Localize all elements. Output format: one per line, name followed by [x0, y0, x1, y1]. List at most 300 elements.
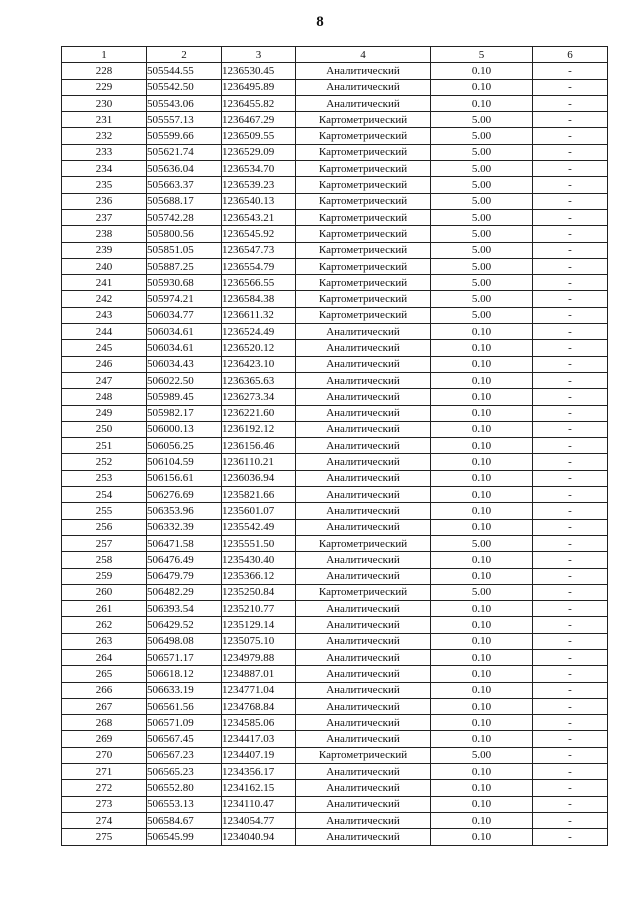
accuracy-cell: 0.10	[431, 829, 533, 845]
x-coordinate-cell: 505742.28	[147, 209, 222, 225]
point-number-cell: 258	[62, 552, 147, 568]
y-coordinate-cell: 1236467.29	[222, 112, 296, 128]
note-cell: -	[533, 519, 608, 535]
accuracy-cell: 5.00	[431, 128, 533, 144]
accuracy-cell: 0.10	[431, 438, 533, 454]
y-coordinate-cell: 1236529.09	[222, 144, 296, 160]
note-cell: -	[533, 177, 608, 193]
method-cell: Аналитический	[296, 372, 431, 388]
y-coordinate-cell: 1236530.45	[222, 63, 296, 79]
point-number-cell: 244	[62, 324, 147, 340]
y-coordinate-cell: 1236495.89	[222, 79, 296, 95]
note-cell: -	[533, 715, 608, 731]
table-row	[62, 63, 608, 79]
column-header-6: 6	[533, 47, 608, 63]
note-cell: -	[533, 340, 608, 356]
note-cell: -	[533, 666, 608, 682]
y-coordinate-cell: 1236566.55	[222, 275, 296, 291]
y-coordinate-cell: 1234768.84	[222, 698, 296, 714]
table-row	[62, 698, 608, 714]
accuracy-cell: 5.00	[431, 535, 533, 551]
note-cell: -	[533, 226, 608, 242]
accuracy-cell: 5.00	[431, 226, 533, 242]
x-coordinate-cell: 505887.25	[147, 258, 222, 274]
point-number-cell: 273	[62, 796, 147, 812]
accuracy-cell: 5.00	[431, 177, 533, 193]
accuracy-cell: 5.00	[431, 584, 533, 600]
method-cell: Аналитический	[296, 405, 431, 421]
note-cell: -	[533, 307, 608, 323]
point-number-cell: 251	[62, 438, 147, 454]
y-coordinate-cell: 1235542.49	[222, 519, 296, 535]
accuracy-cell: 0.10	[431, 372, 533, 388]
method-cell: Картометрический	[296, 258, 431, 274]
y-coordinate-cell: 1235601.07	[222, 503, 296, 519]
y-coordinate-cell: 1235129.14	[222, 617, 296, 633]
note-cell: -	[533, 161, 608, 177]
note-cell: -	[533, 829, 608, 845]
y-coordinate-cell: 1234110.47	[222, 796, 296, 812]
note-cell: -	[533, 487, 608, 503]
note-cell: -	[533, 356, 608, 372]
table-row	[62, 812, 608, 828]
y-coordinate-cell: 1236540.13	[222, 193, 296, 209]
method-cell: Аналитический	[296, 519, 431, 535]
table-row	[62, 421, 608, 437]
table-row	[62, 307, 608, 323]
note-cell: -	[533, 568, 608, 584]
accuracy-cell: 0.10	[431, 649, 533, 665]
method-cell: Аналитический	[296, 715, 431, 731]
note-cell: -	[533, 128, 608, 144]
accuracy-cell: 5.00	[431, 144, 533, 160]
point-number-cell: 268	[62, 715, 147, 731]
y-coordinate-cell: 1236423.10	[222, 356, 296, 372]
accuracy-cell: 0.10	[431, 95, 533, 111]
note-cell: -	[533, 63, 608, 79]
accuracy-cell: 5.00	[431, 291, 533, 307]
note-cell: -	[533, 584, 608, 600]
point-number-cell: 254	[62, 487, 147, 503]
table-row	[62, 470, 608, 486]
method-cell: Картометрический	[296, 584, 431, 600]
x-coordinate-cell: 506561.56	[147, 698, 222, 714]
accuracy-cell: 0.10	[431, 633, 533, 649]
accuracy-cell: 5.00	[431, 161, 533, 177]
x-coordinate-cell: 506429.52	[147, 617, 222, 633]
y-coordinate-cell: 1236584.38	[222, 291, 296, 307]
table-body	[62, 63, 608, 845]
accuracy-cell: 5.00	[431, 193, 533, 209]
table-row	[62, 454, 608, 470]
x-coordinate-cell: 506393.54	[147, 601, 222, 617]
x-coordinate-cell: 506034.77	[147, 307, 222, 323]
note-cell: -	[533, 747, 608, 763]
x-coordinate-cell: 506479.79	[147, 568, 222, 584]
table-row	[62, 242, 608, 258]
point-number-cell: 249	[62, 405, 147, 421]
method-cell: Аналитический	[296, 682, 431, 698]
x-coordinate-cell: 506633.19	[147, 682, 222, 698]
method-cell: Аналитический	[296, 568, 431, 584]
x-coordinate-cell: 506471.58	[147, 535, 222, 551]
note-cell: -	[533, 421, 608, 437]
x-coordinate-cell: 506618.12	[147, 666, 222, 682]
x-coordinate-cell: 505636.04	[147, 161, 222, 177]
accuracy-cell: 0.10	[431, 552, 533, 568]
accuracy-cell: 5.00	[431, 275, 533, 291]
point-number-cell: 230	[62, 95, 147, 111]
y-coordinate-cell: 1234040.94	[222, 829, 296, 845]
y-coordinate-cell: 1236520.12	[222, 340, 296, 356]
accuracy-cell: 0.10	[431, 682, 533, 698]
method-cell: Аналитический	[296, 470, 431, 486]
x-coordinate-cell: 505542.50	[147, 79, 222, 95]
table-row	[62, 324, 608, 340]
method-cell: Картометрический	[296, 128, 431, 144]
note-cell: -	[533, 112, 608, 128]
note-cell: -	[533, 405, 608, 421]
y-coordinate-cell: 1236524.49	[222, 324, 296, 340]
point-number-cell: 240	[62, 258, 147, 274]
accuracy-cell: 0.10	[431, 780, 533, 796]
y-coordinate-cell: 1235210.77	[222, 601, 296, 617]
table-row	[62, 829, 608, 845]
note-cell: -	[533, 698, 608, 714]
note-cell: -	[533, 535, 608, 551]
y-coordinate-cell: 1234407.19	[222, 747, 296, 763]
accuracy-cell: 5.00	[431, 307, 533, 323]
note-cell: -	[533, 731, 608, 747]
point-number-cell: 271	[62, 764, 147, 780]
method-cell: Картометрический	[296, 193, 431, 209]
table-row	[62, 372, 608, 388]
note-cell: -	[533, 389, 608, 405]
accuracy-cell: 0.10	[431, 812, 533, 828]
table-row	[62, 617, 608, 633]
note-cell: -	[533, 144, 608, 160]
method-cell: Аналитический	[296, 601, 431, 617]
table-row	[62, 682, 608, 698]
point-number-cell: 255	[62, 503, 147, 519]
x-coordinate-cell: 505557.13	[147, 112, 222, 128]
y-coordinate-cell: 1234585.06	[222, 715, 296, 731]
x-coordinate-cell: 506571.17	[147, 649, 222, 665]
method-cell: Аналитический	[296, 356, 431, 372]
table-row	[62, 568, 608, 584]
method-cell: Аналитический	[296, 780, 431, 796]
accuracy-cell: 0.10	[431, 601, 533, 617]
point-number-cell: 261	[62, 601, 147, 617]
method-cell: Аналитический	[296, 698, 431, 714]
method-cell: Аналитический	[296, 796, 431, 812]
y-coordinate-cell: 1236156.46	[222, 438, 296, 454]
x-coordinate-cell: 506552.80	[147, 780, 222, 796]
table-header-row	[62, 47, 608, 63]
method-cell: Аналитический	[296, 829, 431, 845]
y-coordinate-cell: 1234979.88	[222, 649, 296, 665]
table-row	[62, 291, 608, 307]
table-row	[62, 796, 608, 812]
x-coordinate-cell: 506567.23	[147, 747, 222, 763]
method-cell: Аналитический	[296, 764, 431, 780]
point-number-cell: 264	[62, 649, 147, 665]
note-cell: -	[533, 193, 608, 209]
y-coordinate-cell: 1235366.12	[222, 568, 296, 584]
accuracy-cell: 0.10	[431, 568, 533, 584]
accuracy-cell: 0.10	[431, 470, 533, 486]
method-cell: Аналитический	[296, 812, 431, 828]
point-number-cell: 231	[62, 112, 147, 128]
note-cell: -	[533, 291, 608, 307]
method-cell: Аналитический	[296, 324, 431, 340]
method-cell: Картометрический	[296, 291, 431, 307]
note-cell: -	[533, 242, 608, 258]
point-number-cell: 238	[62, 226, 147, 242]
accuracy-cell: 5.00	[431, 112, 533, 128]
x-coordinate-cell: 506565.23	[147, 764, 222, 780]
point-number-cell: 253	[62, 470, 147, 486]
column-header-5: 5	[431, 47, 533, 63]
point-number-cell: 241	[62, 275, 147, 291]
column-header-3: 3	[222, 47, 296, 63]
x-coordinate-cell: 506332.39	[147, 519, 222, 535]
y-coordinate-cell: 1234162.15	[222, 780, 296, 796]
accuracy-cell: 0.10	[431, 79, 533, 95]
note-cell: -	[533, 780, 608, 796]
x-coordinate-cell: 506571.09	[147, 715, 222, 731]
table-row	[62, 780, 608, 796]
point-number-cell: 259	[62, 568, 147, 584]
point-number-cell: 256	[62, 519, 147, 535]
accuracy-cell: 0.10	[431, 519, 533, 535]
method-cell: Аналитический	[296, 487, 431, 503]
note-cell: -	[533, 209, 608, 225]
table-row	[62, 584, 608, 600]
x-coordinate-cell: 506567.45	[147, 731, 222, 747]
x-coordinate-cell: 506104.59	[147, 454, 222, 470]
coordinates-table	[61, 46, 608, 846]
page-number: 8	[316, 14, 324, 30]
table-row	[62, 487, 608, 503]
note-cell: -	[533, 324, 608, 340]
method-cell: Картометрический	[296, 112, 431, 128]
method-cell: Аналитический	[296, 79, 431, 95]
table-row	[62, 161, 608, 177]
x-coordinate-cell: 506584.67	[147, 812, 222, 828]
table-row	[62, 356, 608, 372]
accuracy-cell: 0.10	[431, 405, 533, 421]
accuracy-cell: 5.00	[431, 242, 533, 258]
x-coordinate-cell: 506353.96	[147, 503, 222, 519]
table-row	[62, 649, 608, 665]
table-row	[62, 144, 608, 160]
point-number-cell: 228	[62, 63, 147, 79]
accuracy-cell: 0.10	[431, 389, 533, 405]
column-header-2: 2	[147, 47, 222, 63]
y-coordinate-cell: 1235075.10	[222, 633, 296, 649]
accuracy-cell: 0.10	[431, 63, 533, 79]
x-coordinate-cell: 505544.55	[147, 63, 222, 79]
column-header-4: 4	[296, 47, 431, 63]
x-coordinate-cell: 505621.74	[147, 144, 222, 160]
x-coordinate-cell: 505982.17	[147, 405, 222, 421]
y-coordinate-cell: 1236534.70	[222, 161, 296, 177]
table-row	[62, 258, 608, 274]
y-coordinate-cell: 1236455.82	[222, 95, 296, 111]
point-number-cell: 266	[62, 682, 147, 698]
x-coordinate-cell: 506056.25	[147, 438, 222, 454]
table-row	[62, 128, 608, 144]
note-cell: -	[533, 454, 608, 470]
table-row	[62, 95, 608, 111]
table-row	[62, 438, 608, 454]
accuracy-cell: 0.10	[431, 454, 533, 470]
note-cell: -	[533, 503, 608, 519]
y-coordinate-cell: 1234771.04	[222, 682, 296, 698]
accuracy-cell: 0.10	[431, 764, 533, 780]
method-cell: Картометрический	[296, 747, 431, 763]
y-coordinate-cell: 1235551.50	[222, 535, 296, 551]
y-coordinate-cell: 1236547.73	[222, 242, 296, 258]
method-cell: Аналитический	[296, 731, 431, 747]
method-cell: Картометрический	[296, 161, 431, 177]
y-coordinate-cell: 1236365.63	[222, 372, 296, 388]
point-number-cell: 257	[62, 535, 147, 551]
x-coordinate-cell: 505800.56	[147, 226, 222, 242]
method-cell: Аналитический	[296, 389, 431, 405]
x-coordinate-cell: 506553.13	[147, 796, 222, 812]
x-coordinate-cell: 505663.37	[147, 177, 222, 193]
point-number-cell: 269	[62, 731, 147, 747]
table-row	[62, 747, 608, 763]
accuracy-cell: 0.10	[431, 340, 533, 356]
table-row	[62, 633, 608, 649]
table-row	[62, 209, 608, 225]
point-number-cell: 245	[62, 340, 147, 356]
accuracy-cell: 5.00	[431, 747, 533, 763]
table-row	[62, 226, 608, 242]
method-cell: Аналитический	[296, 666, 431, 682]
x-coordinate-cell: 506498.08	[147, 633, 222, 649]
note-cell: -	[533, 649, 608, 665]
point-number-cell: 236	[62, 193, 147, 209]
table-row	[62, 177, 608, 193]
y-coordinate-cell: 1236545.92	[222, 226, 296, 242]
y-coordinate-cell: 1236543.21	[222, 209, 296, 225]
table-row	[62, 715, 608, 731]
point-number-cell: 229	[62, 79, 147, 95]
method-cell: Аналитический	[296, 63, 431, 79]
note-cell: -	[533, 682, 608, 698]
accuracy-cell: 0.10	[431, 715, 533, 731]
y-coordinate-cell: 1236192.12	[222, 421, 296, 437]
accuracy-cell: 0.10	[431, 487, 533, 503]
point-number-cell: 234	[62, 161, 147, 177]
accuracy-cell: 5.00	[431, 258, 533, 274]
point-number-cell: 239	[62, 242, 147, 258]
y-coordinate-cell: 1234887.01	[222, 666, 296, 682]
accuracy-cell: 0.10	[431, 731, 533, 747]
method-cell: Аналитический	[296, 95, 431, 111]
note-cell: -	[533, 552, 608, 568]
note-cell: -	[533, 79, 608, 95]
table-row	[62, 193, 608, 209]
method-cell: Картометрический	[296, 209, 431, 225]
table-row	[62, 405, 608, 421]
note-cell: -	[533, 470, 608, 486]
note-cell: -	[533, 372, 608, 388]
point-number-cell: 265	[62, 666, 147, 682]
method-cell: Картометрический	[296, 144, 431, 160]
table-row	[62, 552, 608, 568]
method-cell: Аналитический	[296, 617, 431, 633]
note-cell: -	[533, 95, 608, 111]
point-number-cell: 270	[62, 747, 147, 763]
x-coordinate-cell: 506545.99	[147, 829, 222, 845]
x-coordinate-cell: 505851.05	[147, 242, 222, 258]
table-row	[62, 503, 608, 519]
method-cell: Аналитический	[296, 340, 431, 356]
method-cell: Аналитический	[296, 649, 431, 665]
x-coordinate-cell: 505688.17	[147, 193, 222, 209]
note-cell: -	[533, 438, 608, 454]
table-row	[62, 731, 608, 747]
point-number-cell: 248	[62, 389, 147, 405]
point-number-cell: 246	[62, 356, 147, 372]
method-cell: Картометрический	[296, 275, 431, 291]
x-coordinate-cell: 506034.43	[147, 356, 222, 372]
x-coordinate-cell: 506034.61	[147, 324, 222, 340]
x-coordinate-cell: 506156.61	[147, 470, 222, 486]
point-number-cell: 250	[62, 421, 147, 437]
method-cell: Картометрический	[296, 307, 431, 323]
point-number-cell: 274	[62, 812, 147, 828]
point-number-cell: 235	[62, 177, 147, 193]
table-row	[62, 535, 608, 551]
note-cell: -	[533, 633, 608, 649]
x-coordinate-cell: 505974.21	[147, 291, 222, 307]
table-row	[62, 601, 608, 617]
y-coordinate-cell: 1234417.03	[222, 731, 296, 747]
method-cell: Картометрический	[296, 242, 431, 258]
x-coordinate-cell: 506000.13	[147, 421, 222, 437]
point-number-cell: 275	[62, 829, 147, 845]
y-coordinate-cell: 1236539.23	[222, 177, 296, 193]
note-cell: -	[533, 258, 608, 274]
x-coordinate-cell: 506022.50	[147, 372, 222, 388]
accuracy-cell: 0.10	[431, 503, 533, 519]
y-coordinate-cell: 1236110.21	[222, 454, 296, 470]
point-number-cell: 247	[62, 372, 147, 388]
x-coordinate-cell: 505989.45	[147, 389, 222, 405]
accuracy-cell: 0.10	[431, 666, 533, 682]
point-number-cell: 242	[62, 291, 147, 307]
accuracy-cell: 0.10	[431, 796, 533, 812]
y-coordinate-cell: 1236554.79	[222, 258, 296, 274]
point-number-cell: 272	[62, 780, 147, 796]
point-number-cell: 260	[62, 584, 147, 600]
point-number-cell: 252	[62, 454, 147, 470]
method-cell: Аналитический	[296, 633, 431, 649]
accuracy-cell: 0.10	[431, 698, 533, 714]
method-cell: Аналитический	[296, 552, 431, 568]
accuracy-cell: 0.10	[431, 617, 533, 633]
method-cell: Аналитический	[296, 438, 431, 454]
point-number-cell: 243	[62, 307, 147, 323]
method-cell: Аналитический	[296, 503, 431, 519]
accuracy-cell: 0.10	[431, 356, 533, 372]
